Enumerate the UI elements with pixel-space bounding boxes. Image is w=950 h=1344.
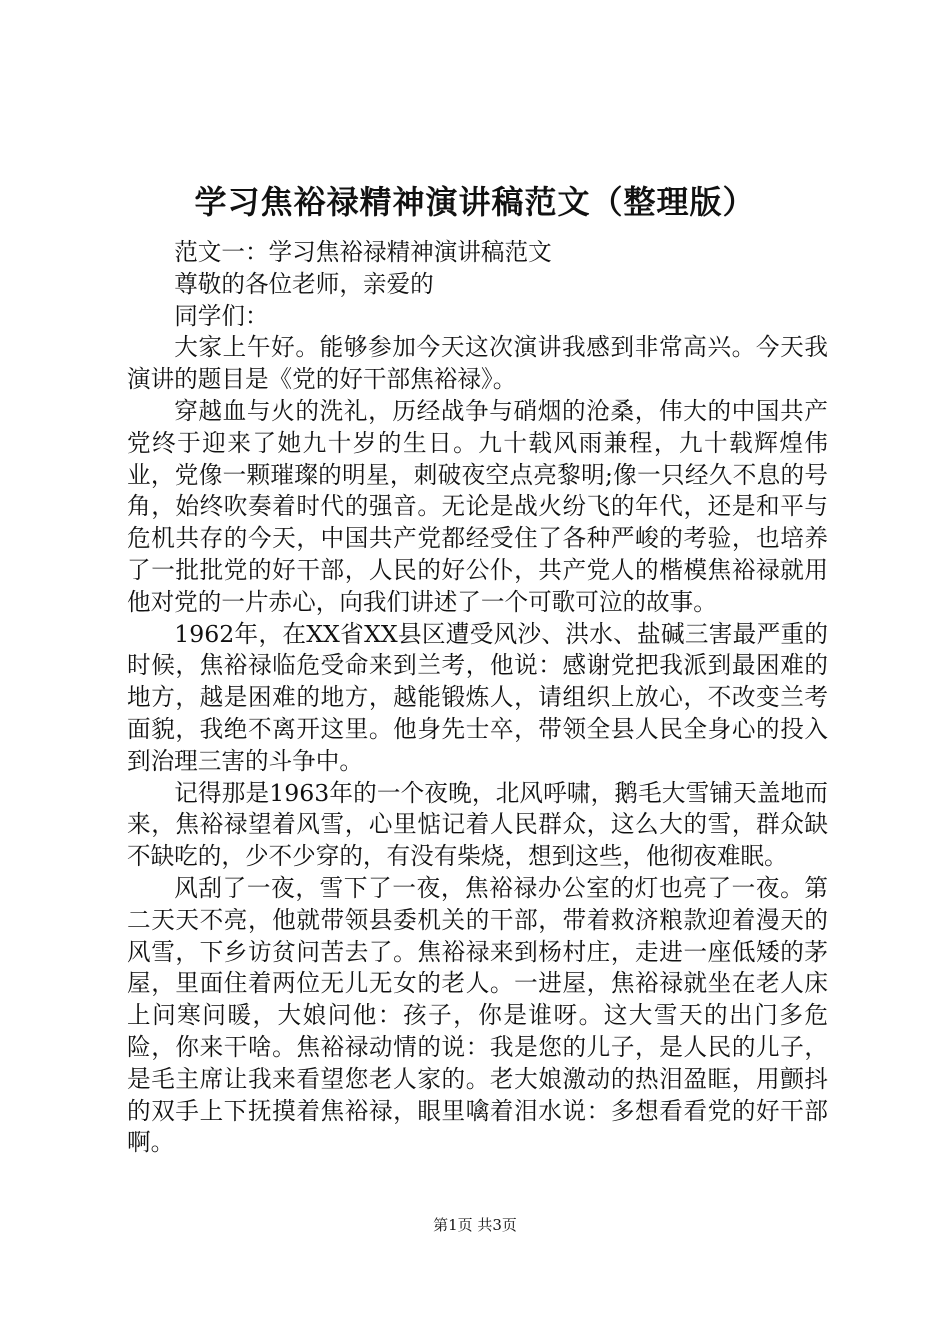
document-body <box>127 237 828 1159</box>
paragraph-1963: 记得那是1963年的一个夜晚，北风呼啸，鹅毛大雪铺天盖地而来，焦裕禄望着风雪，心里惦记着人民群众，这么大的雪，群众缺不缺吃的，少不少穿的，有没有柴烧，想到这些，他彻夜难眠。 <box>127 778 828 871</box>
page-footer: 第1页 共3页 <box>433 1216 517 1234</box>
paragraph-snow: 风刮了一夜，雪下了一夜，焦裕禄办公室的灯也亮了一夜。第二天天不亮，他就带领县委机关的干部，带着救济粮款迎着漫天的风雪，下乡访贫问苦去了。焦裕禄来到杨村庄，走进一座低矮的茅屋，里面住着两位无儿无女的老人。一进屋，焦裕禄就坐在老人床上问寒问暖，大娘问他：孩子，你是谁呀。这大雪天的出门多危险，你来干啥。焦裕禄动情的说：我是您的儿子，是人民的儿子，是毛主席让我来看望您老人家的。老大娘激动的热泪盈眶，用颤抖的双手上下抚摸着焦裕禄，眼里噙着泪水说：多想看看党的好干部啊。 <box>127 873 828 1157</box>
paragraph-salutation-2: 同学们： <box>174 301 269 330</box>
paragraph-salutation-1: 尊敬的各位老师，亲爱的 <box>174 269 434 298</box>
paragraph-party: 穿越血与火的洗礼，历经战争与硝烟的沧桑，伟大的中国共产党终于迎来了她九十岁的生日。九十载风雨兼程，九十载辉煌伟业，党像一颗璀璨的明星，刺破夜空点亮黎明;像一只经久不息的号角，始终吹奏着时代的强音。无论是战火纷飞的年代，还是和平与危机共存的今天，中国共产党都经受住了各种严峻的考验，也培养了一批批党的好干部，人民的好公仆，共产党人的楷模焦裕禄就用他对党的一片赤心，向我们讲述了一个可歌可泣的故事。 <box>127 396 828 616</box>
document-title: 学习焦裕禄精神演讲稿范文（整理版） <box>194 183 756 221</box>
paragraph-heading: 范文一：学习焦裕禄精神演讲稿范文 <box>174 238 552 266</box>
paragraph-1962: 1962年，在XX省XX县区遭受风沙、洪水、盐碱三害最严重的时候，焦裕禄临危受命来到兰考，他说：感谢党把我派到最困难的地方，越是困难的地方，越能锻炼人，请组织上放心，不改变兰考面貌，我绝不离开这里。他身先士卒，带领全县人民全身心的投入到治理三害的斗争中。 <box>127 619 828 775</box>
paragraph-intro: 大家上午好。能够参加今天这次演讲我感到非常高兴。今天我演讲的题目是《党的好干部焦裕禄》。 <box>127 333 828 394</box>
